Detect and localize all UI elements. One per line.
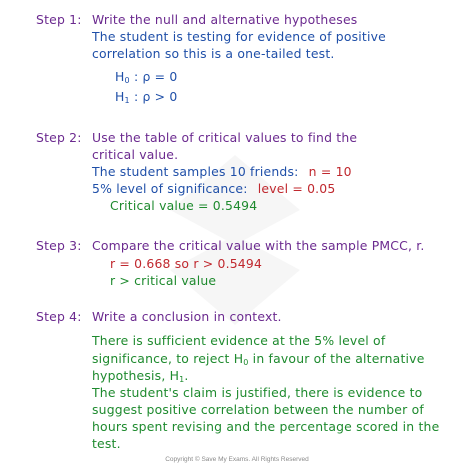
conclusion-p2-line1: The student's claim is justified, there is evidence to: [92, 385, 423, 400]
conclusion-p1-line1: There is sufficient evidence at the 5% level of: [92, 333, 386, 348]
step4-label: Step 4:: [36, 309, 82, 324]
step2-line1: [92, 164, 352, 180]
conclusion-p2-line2: suggest positive correlation between the number of: [92, 402, 424, 417]
step2-heading-2: critical value.: [92, 147, 179, 162]
h0-subscript: 0: [124, 76, 130, 85]
step3-heading: Compare the critical value with the sample PMCC, r.: [92, 238, 425, 253]
h1-rest: : ρ > 0: [129, 89, 178, 104]
h1-subscript: 1: [124, 96, 130, 105]
step3-result: r > critical value: [110, 273, 217, 288]
conclusion-p1-line2b: in favour of the alternative: [248, 351, 425, 366]
step2-heading-1: Use the table of critical values to find the: [92, 130, 358, 145]
critical-value-line: Critical value = 0.5494: [110, 198, 258, 213]
significance-text: 5% level of significance:: [92, 181, 248, 196]
sample-size-value: n = 10: [308, 164, 352, 179]
step1-heading: Write the null and alternative hypotheses: [92, 12, 358, 27]
conclusion-p2-line3: hours spent revising and the percentage scored in the: [92, 419, 440, 434]
sample-size-text: The student samples 10 friends:: [92, 164, 299, 179]
significance-value: level = 0.05: [257, 181, 336, 196]
step3-comparison: r = 0.668 so r > 0.5494: [110, 256, 263, 271]
h0-letter: H: [115, 69, 125, 84]
step2-line2: [92, 181, 335, 197]
conclusion-h0-subscript: 0: [243, 358, 249, 367]
step1-line1: The student is testing for evidence of positive: [92, 29, 386, 44]
step1-line2: correlation so this is a one-tailed test.: [92, 46, 335, 61]
alternative-hypothesis: [115, 89, 178, 109]
conclusion-p1-line3a: hypothesis, H: [92, 368, 180, 383]
step1-label: Step 1:: [36, 12, 82, 27]
step2-label: Step 2:: [36, 130, 82, 145]
conclusion-h1-subscript: 1: [179, 375, 185, 384]
copyright-footer: Copyright © Save My Exams. All Rights Reserved: [165, 456, 309, 463]
h0-rest: : ρ = 0: [129, 69, 178, 84]
step4-heading: Write a conclusion in context.: [92, 309, 282, 324]
null-hypothesis: [115, 69, 178, 89]
step3-label: Step 3:: [36, 238, 82, 253]
conclusion-p2-line4: test.: [92, 436, 121, 451]
h1-letter: H: [115, 89, 125, 104]
conclusion-p1-line2a: significance, to reject H: [92, 351, 244, 366]
conclusion-p1-line3b: .: [184, 368, 189, 383]
